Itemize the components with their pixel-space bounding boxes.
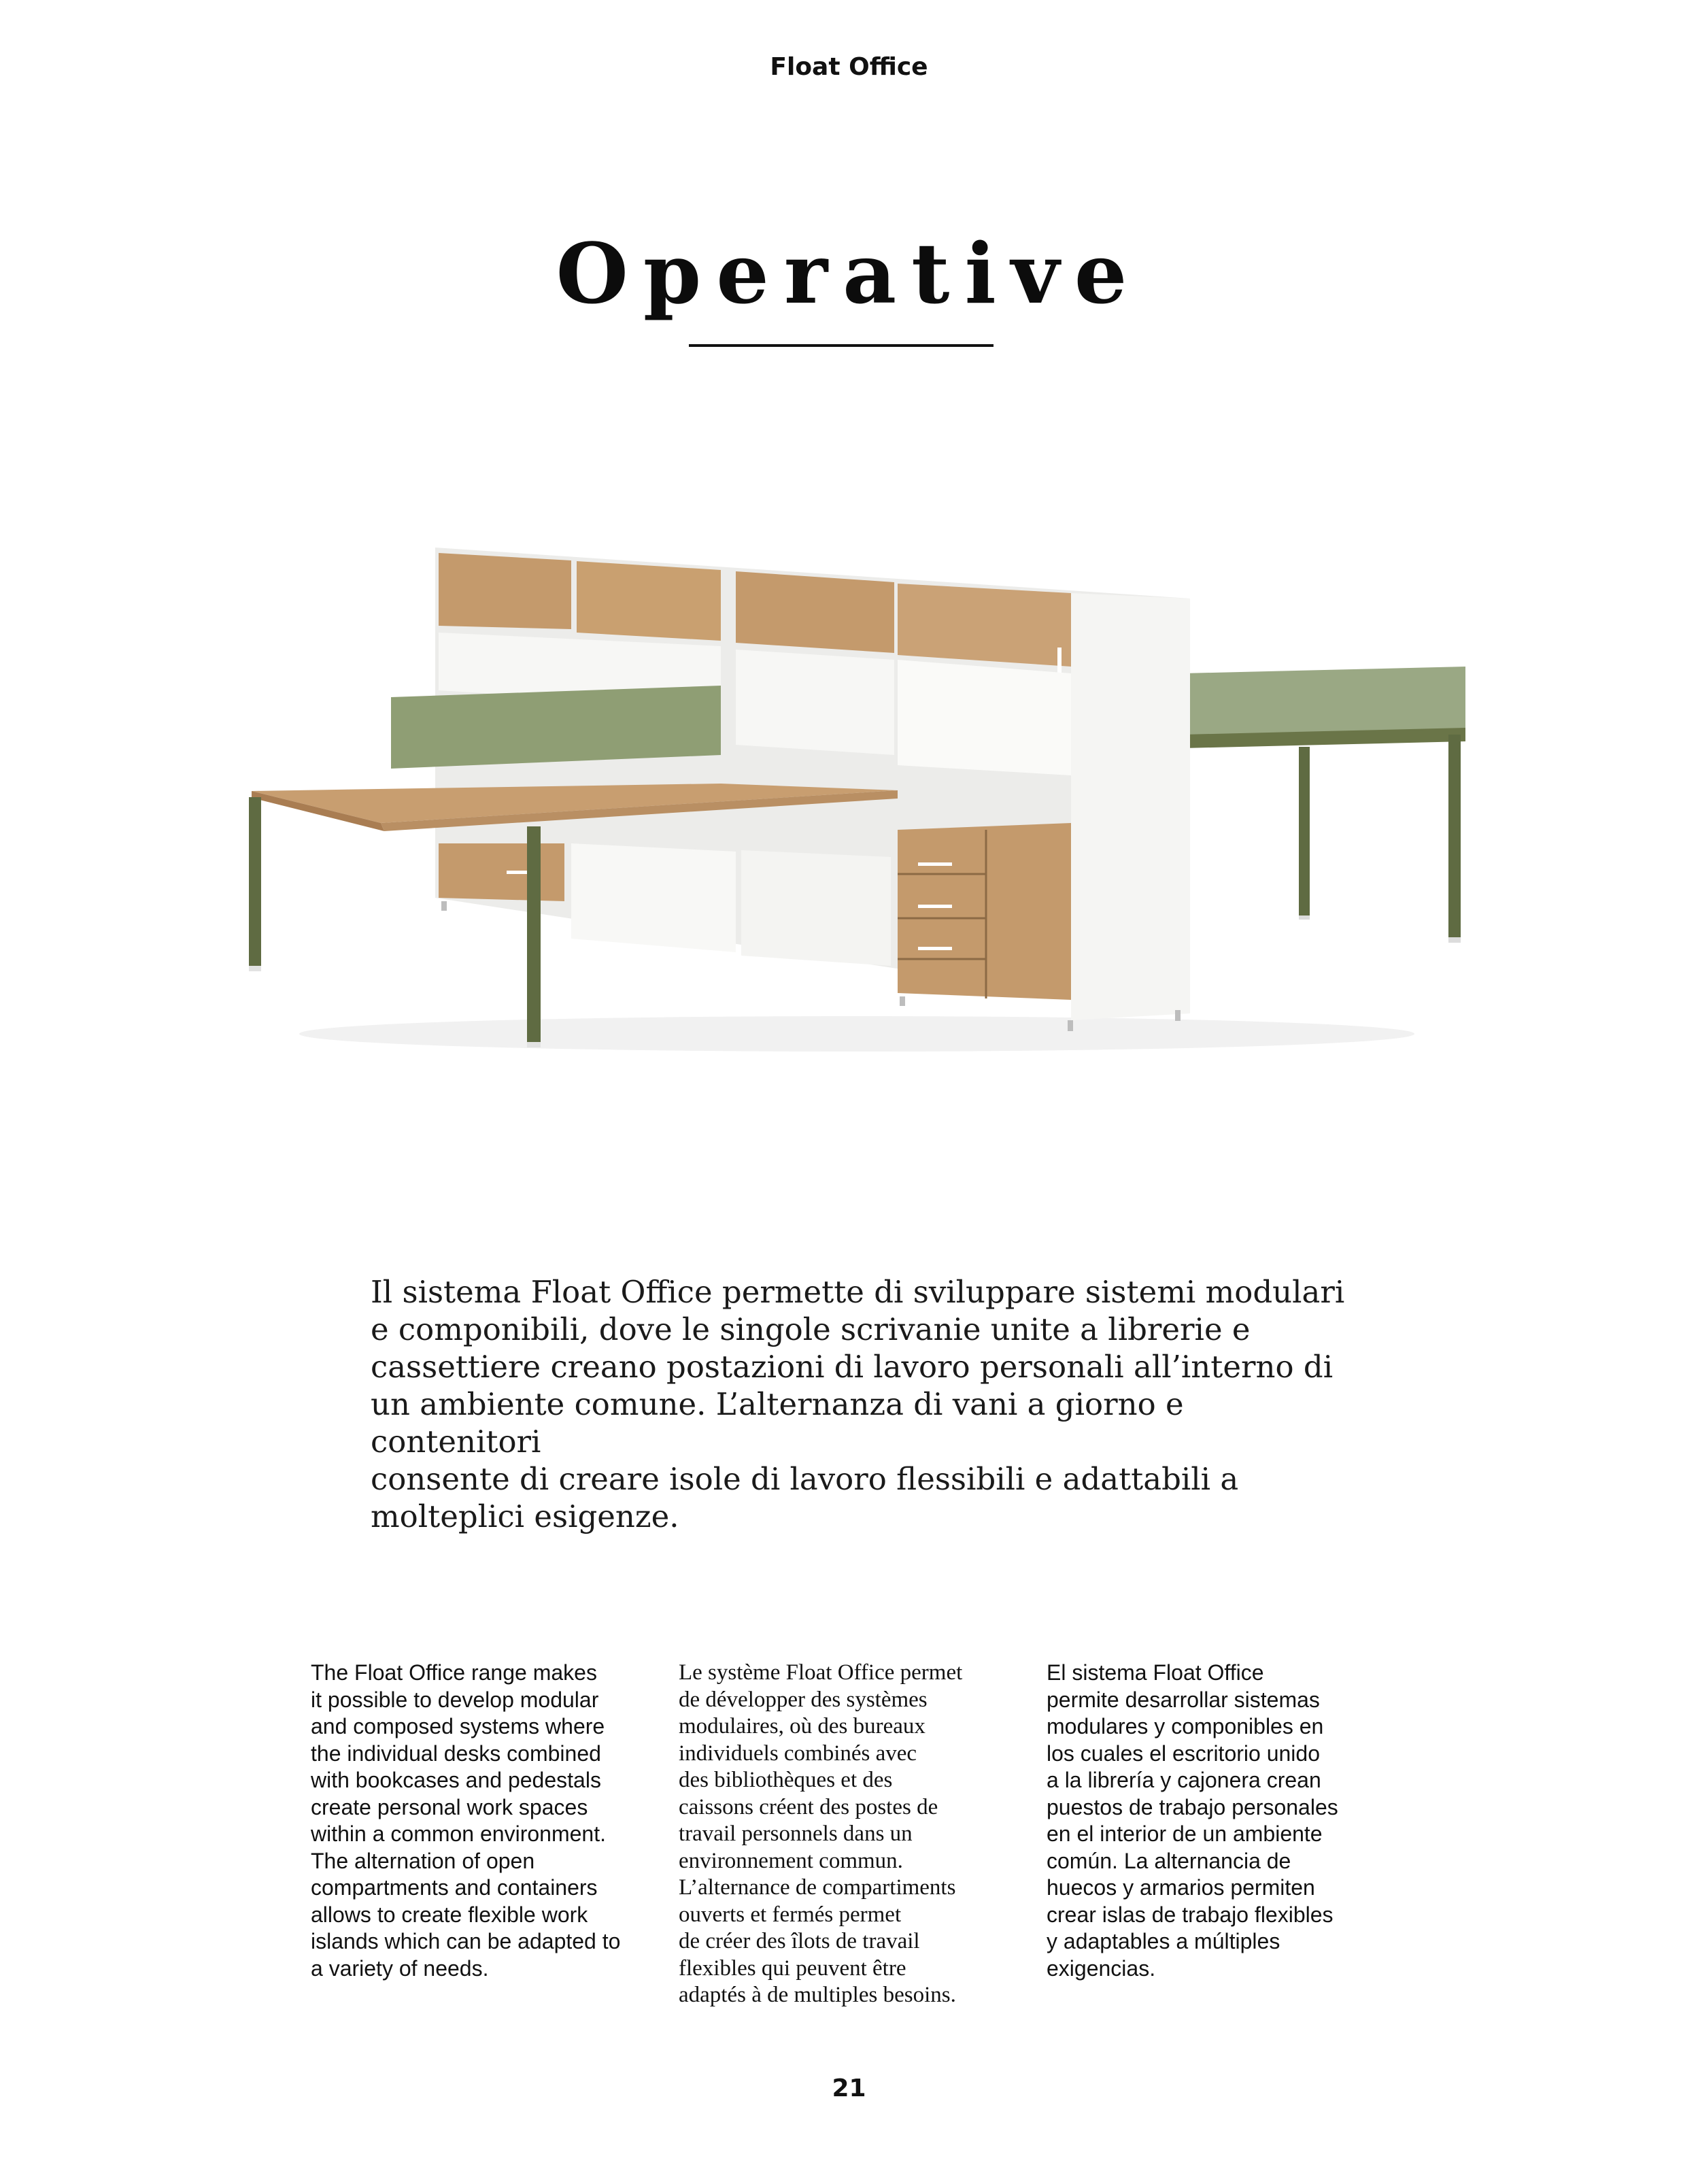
- intro-paragraph-it: [371, 1273, 1363, 1535]
- column-line: adaptés à de multiples besoins.: [679, 1983, 956, 2007]
- column-line: El sistema Float Office: [1047, 1660, 1264, 1685]
- column-line: create personal work spaces: [311, 1794, 588, 1819]
- intro-line: un ambiente comune. L’alternanza di vani a giorno e contenitori: [371, 1386, 1184, 1460]
- column-line: with bookcases and pedestals: [311, 1768, 601, 1792]
- column-line: travail personnels dans un: [679, 1821, 913, 1846]
- column-english: [311, 1660, 651, 1982]
- intro-line: consente di creare isole di lavoro flessibili e adattabili a: [371, 1461, 1239, 1497]
- column-line: environnement commun.: [679, 1848, 903, 1873]
- column-line: L’alternance de compartiments: [679, 1875, 956, 1900]
- column-line: de créer des îlots de travail: [679, 1929, 920, 1953]
- column-line: Le système Float Office permet: [679, 1660, 963, 1685]
- column-line: modulaires, où des bureaux: [679, 1714, 926, 1738]
- column-line: a la librería y cajonera crean: [1047, 1768, 1321, 1792]
- running-header: Float Office: [770, 53, 928, 81]
- column-line: and composed systems where: [311, 1714, 605, 1738]
- column-line: it possible to develop modular: [311, 1687, 599, 1712]
- column-line: puestos de trabajo personales: [1047, 1794, 1338, 1819]
- title-underline: [689, 344, 994, 347]
- floor-shadow: [299, 1016, 1414, 1052]
- page-title: Operative: [556, 224, 1142, 322]
- right-desk: [1183, 667, 1465, 943]
- column-line: los cuales el escritorio unido: [1047, 1741, 1320, 1766]
- column-line: a variety of needs.: [311, 1955, 489, 1981]
- column-line: within a common environment.: [311, 1821, 606, 1846]
- column-line: islands which can be adapted to: [311, 1929, 621, 1953]
- intro-line: Il sistema Float Office permette di sviluppare sistemi modulari: [371, 1274, 1345, 1310]
- column-line: en el interior de un ambiente: [1047, 1821, 1323, 1846]
- column-line: y adaptables a múltiples: [1047, 1929, 1280, 1953]
- column-line: The Float Office range makes: [311, 1660, 597, 1685]
- column-line: común. La alternancia de: [1047, 1848, 1291, 1873]
- column-french: [679, 1660, 1025, 2009]
- intro-line: molteplici esigenze.: [371, 1498, 679, 1534]
- column-line: huecos y armarios permiten: [1047, 1875, 1315, 1900]
- column-line: des bibliothèques et des: [679, 1768, 893, 1792]
- product-photo: [245, 531, 1489, 1075]
- column-line: de développer des systèmes: [679, 1687, 928, 1712]
- column-line: allows to create flexible work: [311, 1902, 588, 1927]
- column-line: The alternation of open: [311, 1848, 535, 1873]
- page-number: 21: [832, 2074, 866, 2102]
- column-line: compartments and containers: [311, 1875, 598, 1900]
- column-line: the individual desks combined: [311, 1741, 601, 1766]
- column-line: permite desarrollar sistemas: [1047, 1687, 1320, 1712]
- column-line: individuels combinés avec: [679, 1741, 917, 1766]
- column-spanish: [1047, 1660, 1387, 1982]
- column-line: ouverts et fermés permet: [679, 1902, 902, 1927]
- column-line: flexibles qui peuvent être: [679, 1955, 906, 1981]
- intro-line: cassettiere creano postazioni di lavoro personali all’interno di: [371, 1349, 1334, 1385]
- column-line: caissons créent des postes de: [679, 1794, 938, 1819]
- column-line: crear islas de trabajo flexibles: [1047, 1902, 1334, 1927]
- column-line: exigencias.: [1047, 1955, 1156, 1981]
- column-line: modulares y componibles en: [1047, 1714, 1324, 1738]
- intro-line: e componibili, dove le singole scrivanie unite a librerie e: [371, 1311, 1251, 1347]
